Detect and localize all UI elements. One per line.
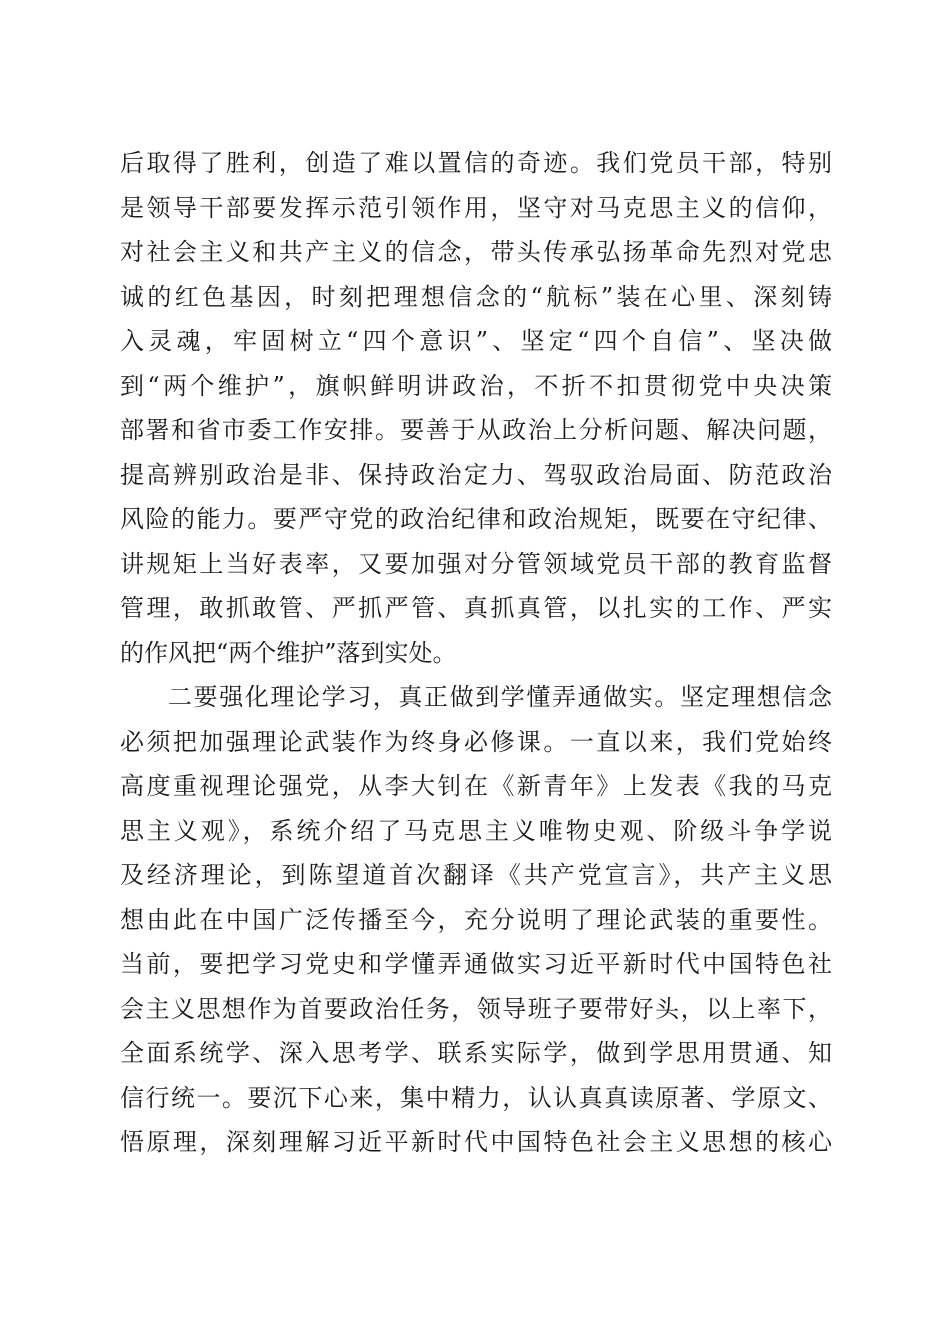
text-line: 管理，敢抓敢管、严抓严管、真抓真管，以扎实的工作、严实: [120, 594, 832, 622]
paragraph-first-line: 二要强化理论学习，真正做到学懂弄通做实。坚定理想信念: [168, 683, 832, 711]
text-line: 到“两个维护”，旗帜鲜明讲政治，不折不扣贯彻党中央决策: [120, 371, 832, 400]
text-line: 全面系统学、深入思考学、联系实际学，做到学思用贯通、知: [120, 1039, 832, 1067]
text-line: 入灵魂，牢固树立“四个意识”、坚定“四个自信”、坚决做: [120, 327, 832, 355]
text-line: 后取得了胜利，创造了难以置信的奇迹。我们党员干部，特别: [120, 149, 832, 177]
document-body-text: [120, 141, 832, 1165]
text-line: 诚的红色基因，时刻把理想信念的“航标”装在心里、深刻铸: [120, 282, 832, 311]
text-line: 提高辨别政治是非、保持政治定力、驾驭政治局面、防范政治: [120, 460, 832, 489]
text-line: 想由此在中国广泛传播至今，充分说明了理论武装的重要性。: [120, 905, 832, 934]
paragraph-end-line: 的作风把“两个维护”落到实处。: [120, 638, 457, 667]
text-line: 是领导干部要发挥示范引领作用，坚守对马克思主义的信仰，: [120, 193, 832, 222]
text-line: 必须把加强理论武装作为终身必修课。一直以来，我们党始终: [120, 727, 832, 756]
text-line: 信行统一。要沉下心来，集中精力，认认真真读原著、学原文、: [120, 1083, 832, 1112]
text-line: 部署和省市委工作安排。要善于从政治上分析问题、解决问题，: [120, 416, 832, 444]
text-line: 悟原理，深刻理解习近平新时代中国特色社会主义思想的核心: [120, 1128, 832, 1156]
text-line: 思主义观》，系统介绍了马克思主义唯物史观、阶级斗争学说: [120, 816, 832, 845]
text-line: 对社会主义和共产主义的信念，带头传承弘扬革命先烈对党忠: [120, 238, 832, 266]
text-line: 当前，要把学习党史和学懂弄通做实习近平新时代中国特色社: [120, 950, 832, 978]
text-line: 及经济理论，到陈望道首次翻译《共产党宣言》，共产主义思: [120, 861, 832, 889]
text-line: 风险的能力。要严守党的政治纪律和政治规矩，既要在守纪律、: [120, 505, 832, 533]
text-line: 会主义思想作为首要政治任务，领导班子要带好头，以上率下，: [120, 994, 832, 1023]
text-line: 讲规矩上当好表率，又要加强对分管领域党员干部的教育监督: [120, 549, 832, 578]
text-line: 高度重视理论强党，从李大钊在《新青年》上发表《我的马克: [120, 772, 832, 800]
